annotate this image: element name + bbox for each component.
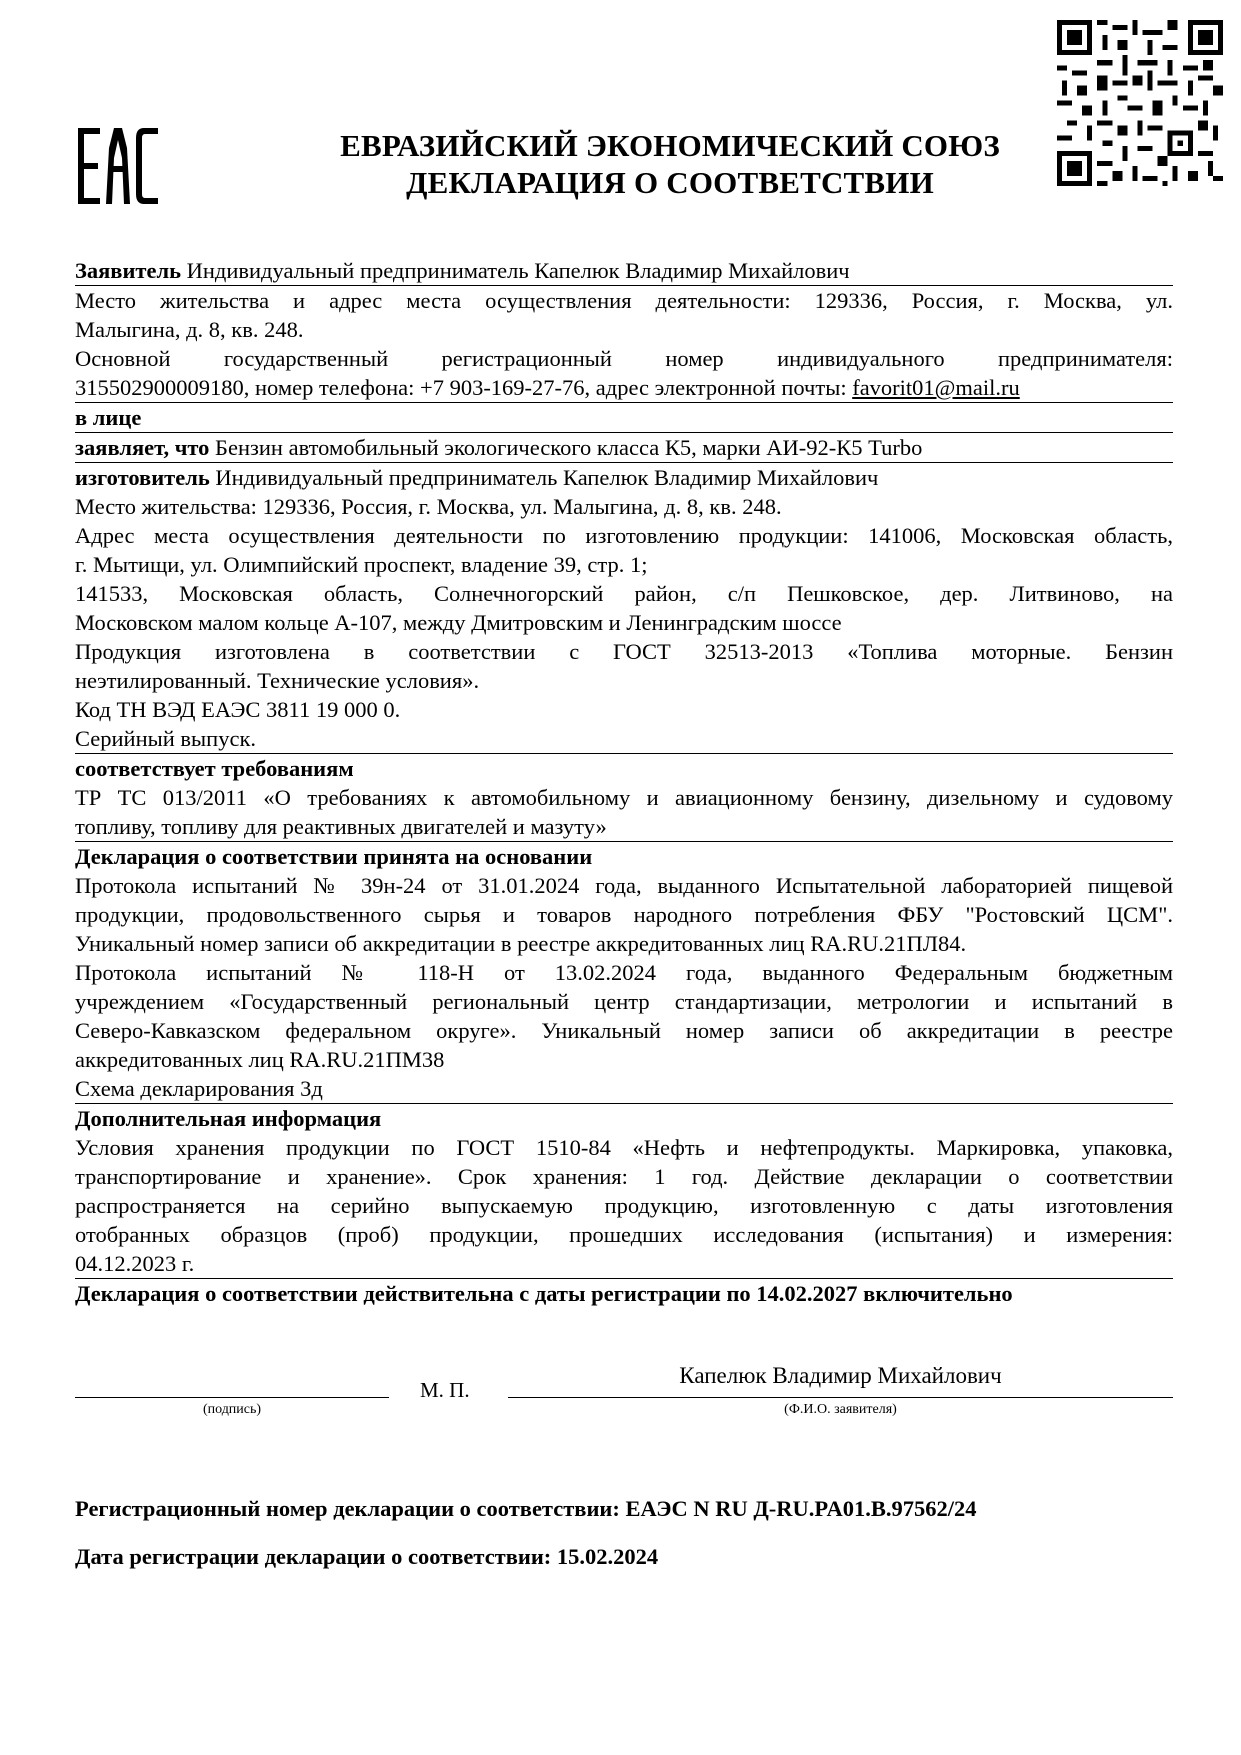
- basis-p1-line3: Уникальный номер записи об аккредитации в реестре аккредитованных лиц RA.RU.21ПЛ84.: [75, 931, 967, 956]
- name-line: [508, 1397, 1173, 1398]
- manufacturer-site-line1: 141533, Московская область, Солнечногорский район, с/п Пешковское, дер. Литвиново, на: [75, 581, 1173, 606]
- applicant-row: [75, 256, 1173, 286]
- applicant-value: Индивидуальный предприниматель Капелюк Владимир Михайлович: [186, 258, 850, 283]
- stamp-place: М. П.: [420, 1378, 470, 1402]
- manufacturer-value: Индивидуальный предприниматель Капелюк Владимир Михайлович: [215, 465, 879, 490]
- requirements-line2: топливу, топливу для реактивных двигателей и мазуту»: [75, 812, 1173, 842]
- applicant-label: Заявитель: [75, 258, 181, 283]
- basis-p1-line2: продукции, продовольственного сырья и товаров народного потребления ФБУ "Ростовский ЦСМ".: [75, 902, 1173, 927]
- eac-logo: [78, 128, 160, 204]
- document-title: ДЕКЛАРАЦИЯ О СООТВЕТСТВИИ: [406, 165, 934, 200]
- applicant-ogrn-line2: [75, 373, 1173, 403]
- manufacturer-label: изготовитель: [75, 465, 210, 490]
- additional-info-header: Дополнительная информация: [75, 1106, 382, 1131]
- product-name: Бензин автомобильный экологического класса К5, марки АИ-92-К5 Turbo: [215, 435, 923, 460]
- declaration-scheme: Схема декларирования 3д: [75, 1074, 1173, 1104]
- signature-line: [75, 1397, 389, 1398]
- manufacturer-gost-line2: неэтилированный. Технические условия».: [75, 668, 480, 693]
- additional-line1: Условия хранения продукции по ГОСТ 1510-84 «Нефть и нефтепродукты. Маркировка, упаковка,: [75, 1135, 1173, 1160]
- union-title: ЕВРАЗИЙСКИЙ ЭКОНОМИЧЕСКИЙ СОЮЗ: [340, 128, 1000, 163]
- manufacturer-row: [75, 463, 1173, 492]
- additional-line2: транспортирование и хранение». Срок хранения: 1 год. Действие декларации о соответствии: [75, 1164, 1173, 1189]
- additional-line4: отобранных образцов (проб) продукции, прошедших исследования (испытания) и измерения:: [75, 1222, 1173, 1247]
- validity-statement: Декларация о соответствии действительна с даты регистрации по 14.02.2027 включительно: [75, 1281, 1013, 1306]
- manufacturer-series: Серийный выпуск.: [75, 724, 1173, 754]
- applicant-ogrn-line1: Основной государственный регистрационный номер индивидуального предпринимателя:: [75, 346, 1173, 371]
- manufacturer-activity-line2: г. Мытищи, ул. Олимпийский проспект, владение 39, стр. 1;: [75, 552, 648, 577]
- basis-p2-line3: Северо-Кавказском федеральном округе». Уникальный номер записи об аккредитации в реестре: [75, 1018, 1173, 1043]
- registration-date: Дата регистрации декларации о соответствии: 15.02.2024: [75, 1544, 659, 1569]
- requirements-header: соответствует требованиям: [75, 756, 354, 781]
- requirements-line1: ТР ТС 013/2011 «О требованиях к автомобильному и авиационному бензину, дизельному и судовому: [75, 785, 1173, 810]
- additional-line3: распространяется на серийно выпускаемую продукцию, изготовленную с даты изготовления: [75, 1193, 1173, 1218]
- signature-caption: (подпись): [202, 1402, 262, 1417]
- signer-name: Капелюк Владимир Михайлович: [679, 1363, 1002, 1388]
- registration-number: Регистрационный номер декларации о соответствии: ЕАЭС N RU Д-RU.PA01.В.97562/24: [75, 1496, 977, 1521]
- qr-code-icon: [1057, 20, 1223, 186]
- represented-by-label: в лице: [75, 403, 1173, 433]
- additional-line5: 04.12.2023 г.: [75, 1249, 1173, 1279]
- applicant-address-line1: Место жительства и адрес места осуществления деятельности: 129336, Россия, г. Москва, ул.: [75, 288, 1173, 313]
- declares-row: [75, 433, 1173, 463]
- basis-p1-line1: Протокола испытаний № 39н-24 от 31.01.2024 года, выданного Испытательной лабораторией пищевой: [75, 873, 1173, 898]
- manufacturer-site-line2: Московском малом кольце А-107, между Дмитровским и Ленинградским шоссе: [75, 610, 842, 635]
- manufacturer-residence: Место жительства: 129336, Россия, г. Москва, ул. Малыгина, д. 8, кв. 248.: [75, 494, 782, 519]
- declares-label: заявляет, что: [75, 435, 210, 460]
- manufacturer-gost-line1: Продукция изготовлена в соответствии с ГОСТ 32513-2013 «Топлива моторные. Бензин: [75, 639, 1173, 664]
- declaration-body: [75, 256, 1173, 1308]
- email-link[interactable]: favorit01@mail.ru: [852, 375, 1020, 400]
- basis-p2-line1: Протокола испытаний № 118-Н от 13.02.2024 года, выданного Федеральным бюджетным: [75, 960, 1173, 985]
- basis-p2-line4: аккредитованных лиц RA.RU.21ПМ38: [75, 1047, 445, 1072]
- applicant-address-line2: Малыгина, д. 8, кв. 248.: [75, 317, 304, 342]
- basis-p2-line2: учреждением «Государственный региональный центр стандартизации, метрологии и испытаний в: [75, 989, 1173, 1014]
- manufacturer-tn-ved: Код ТН ВЭД ЕАЭС 3811 19 000 0.: [75, 697, 401, 722]
- manufacturer-activity-line1: Адрес места осуществления деятельности по изготовлению продукции: 141006, Московская область,: [75, 523, 1173, 548]
- basis-header: Декларация о соответствии принята на основании: [75, 844, 593, 869]
- applicant-contacts: 315502900009180, номер телефона: +7 903-169-27-76, адрес электронной почты:: [75, 375, 847, 400]
- name-caption: (Ф.И.О. заявителя): [784, 1402, 897, 1417]
